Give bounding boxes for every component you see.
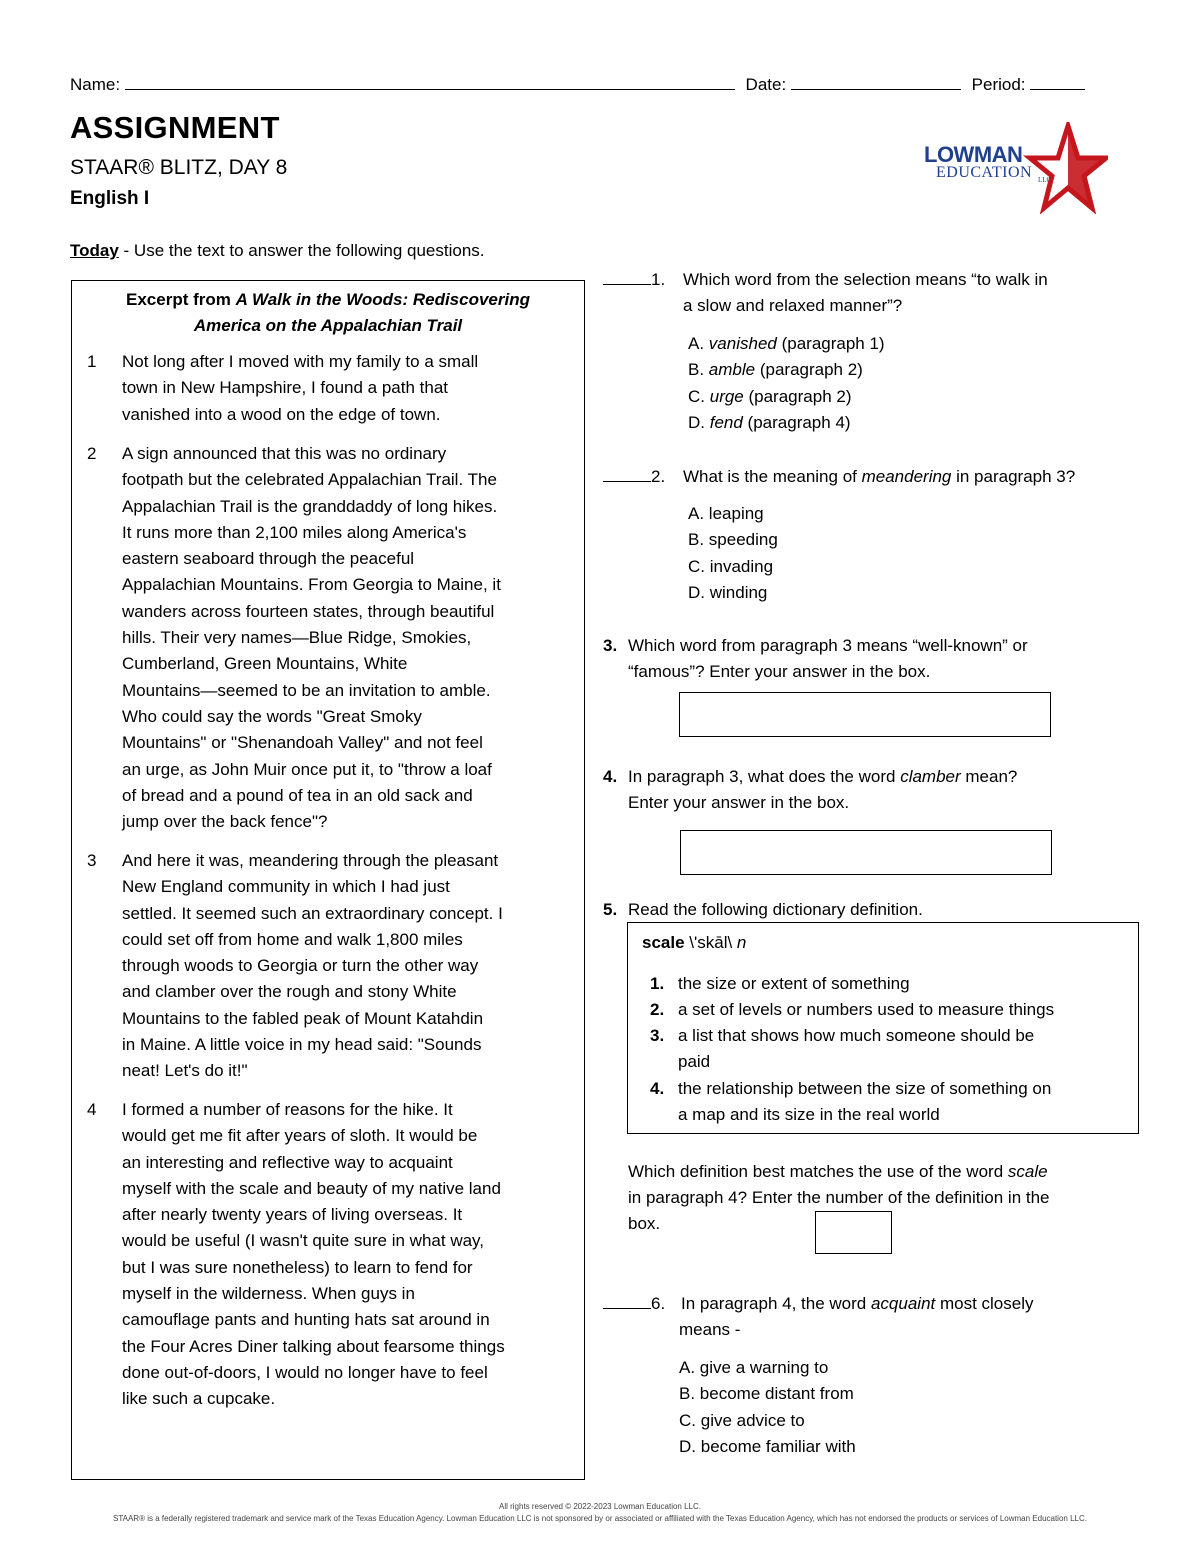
option-text: winding <box>709 582 768 602</box>
option-letter: C. <box>688 556 705 576</box>
passage-line: but I was sure nonetheless) to learn to fend for <box>122 1257 473 1277</box>
logo-text-llc: LLC <box>1038 176 1052 184</box>
question-3-answer-box[interactable] <box>679 692 1051 737</box>
passage-line: Mountains" or "Shenandoah Valley" and not feel <box>122 733 483 753</box>
question-text-post: most closely <box>935 1294 1034 1313</box>
answer-blank[interactable] <box>603 465 651 482</box>
today-label: Today <box>70 241 119 260</box>
option-b[interactable] <box>679 1381 856 1407</box>
question-6 <box>603 1291 1143 1339</box>
definition-text: the size or extent of something <box>678 974 910 993</box>
passage-line: vanished into a wood on the edge of town. <box>122 404 441 424</box>
definition-text: paid <box>678 1052 711 1072</box>
passage-line: wanders across fourteen states, through beautiful <box>122 601 495 621</box>
option-a[interactable] <box>679 1355 856 1381</box>
passage-line: Appalachian Trail is the granddaddy of long hikes. <box>122 496 498 516</box>
question-text: box. <box>628 1214 661 1233</box>
question-text <box>628 1159 1148 1185</box>
dictionary-entry <box>627 922 1139 1134</box>
option-letter: A. <box>688 334 705 353</box>
question-text: Which word from the selection means “to walk in <box>683 270 1048 289</box>
passage-line: Cumberland, Green Mountains, White <box>122 654 408 674</box>
date-label: Date: <box>745 75 787 94</box>
definition-text: a map and its size in the real world <box>678 1105 940 1125</box>
passage-title <box>92 287 564 339</box>
option-text: give a warning to <box>699 1358 829 1377</box>
question-text <box>628 764 1017 790</box>
passage-title-italic-1: A Walk in the Woods: Rediscovering <box>235 290 530 309</box>
definition-text: the relationship between the size of something on <box>678 1079 1052 1098</box>
definition-number: 1. <box>650 974 665 993</box>
question-4 <box>603 764 1143 812</box>
passage-line: town in New Hampshire, I found a path that <box>122 378 449 398</box>
option-d[interactable] <box>688 410 885 436</box>
passage-line: New England community in which I had just <box>122 877 450 897</box>
question-number: 6. <box>651 1294 666 1313</box>
question-text: means - <box>679 1320 741 1339</box>
question-text-italic: meandering <box>861 467 952 486</box>
logo-text-education: EDUCATION <box>936 164 1033 181</box>
passage-line: Who could say the words "Great Smoky <box>122 706 422 726</box>
option-letter: C. <box>688 386 705 406</box>
question-number: 1. <box>651 270 666 289</box>
passage-title-italic-2: America on the Appalachian Trail <box>193 316 463 335</box>
option-text: speeding <box>708 530 778 550</box>
passage-line: after nearly twenty years of living overseas. It <box>122 1205 463 1225</box>
instructions <box>70 241 485 261</box>
option-text: give advice to <box>700 1410 805 1430</box>
passage-line: would be useful (I wasn't quite sure in what way, <box>122 1231 485 1251</box>
question-number: 3. <box>603 636 618 655</box>
question-1 <box>603 267 1143 315</box>
definition-text: a set of levels or numbers used to measure things <box>678 1000 1055 1019</box>
question-number: 5. <box>603 900 618 919</box>
option-word: fend <box>709 412 743 432</box>
answer-blank[interactable] <box>603 268 651 285</box>
passage-line: like such a cupcake. <box>122 1389 276 1409</box>
passage-line: done out-of-doors, I would no longer have to feel <box>122 1362 488 1382</box>
trademark-notice: STAAR® is a federally registered trademark and service mark of the Texas Education Agency. Lowman Education LLC is not sponsored by or associated or affiliated with the Texas Education Agency, which has not endorsed the products or services of Lowman Education LLC. <box>113 1514 1087 1523</box>
paragraph-number: 2 <box>87 444 97 463</box>
question-text-post: mean? <box>960 767 1018 786</box>
option-text: leaping <box>708 504 764 523</box>
date-field[interactable] <box>791 75 961 90</box>
option-text: invading <box>709 556 774 576</box>
passage-line: of bread and a pound of tea in an old sack and <box>122 785 473 805</box>
passage-line: camouflage pants and hunting hats sat around in <box>122 1310 490 1330</box>
passage-line: hills. Their very names—Blue Ridge, Smokies, <box>122 628 472 648</box>
question-3 <box>603 633 1143 681</box>
passage-line: neat! Let's do it!" <box>122 1061 248 1081</box>
name-label: Name: <box>70 75 121 94</box>
passage-line: Mountains—seemed to be an invitation to amble. <box>122 680 491 700</box>
dictionary-headword <box>642 933 746 953</box>
question-text-pre: In paragraph 3, what does the word <box>628 767 901 786</box>
option-d[interactable] <box>679 1434 856 1460</box>
question-6-options <box>679 1355 856 1460</box>
option-text: become distant from <box>699 1384 854 1404</box>
option-letter: D. <box>688 412 705 432</box>
page-title: ASSIGNMENT <box>70 110 280 145</box>
question-4-answer-box[interactable] <box>680 830 1052 875</box>
option-word: amble <box>708 360 756 380</box>
paragraph-number: 3 <box>87 851 97 870</box>
question-text-post: in paragraph 3? <box>951 467 1076 486</box>
question-text: a slow and relaxed manner”? <box>683 296 903 315</box>
dictionary-pronunciation: \'skāl\ <box>684 933 737 952</box>
question-text: in paragraph 4? Enter the number of the definition in the <box>628 1188 1050 1207</box>
question-text-italic: clamber <box>900 767 961 786</box>
option-c[interactable] <box>688 554 778 580</box>
option-text: become familiar with <box>700 1436 856 1456</box>
lowman-education-logo <box>918 122 1108 214</box>
option-letter: A. <box>688 504 705 523</box>
passage-line: Appalachian Mountains. From Georgia to Maine, it <box>122 575 501 595</box>
option-letter: B. <box>679 1384 696 1404</box>
answer-blank[interactable] <box>603 1292 651 1309</box>
passage-line: the Four Acres Diner talking about fearsome things <box>122 1336 505 1356</box>
option-b[interactable] <box>688 527 778 553</box>
today-text: - Use the text to answer the following questions. <box>118 241 485 260</box>
option-rest: (paragraph 2) <box>743 386 852 406</box>
option-letter: B. <box>688 360 705 380</box>
question-text-italic: scale <box>1007 1162 1048 1181</box>
question-text <box>681 1291 1034 1317</box>
passage-line: an interesting and reflective way to acquaint <box>122 1152 453 1172</box>
passage-line: eastern seaboard through the peaceful <box>122 549 415 569</box>
passage-line: And here it was, meandering through the pleasant <box>122 851 499 870</box>
passage-line: settled. It seemed such an extraordinary concept. I <box>122 903 503 923</box>
option-letter: B. <box>688 530 705 550</box>
question-text-pre: In paragraph 4, the word <box>681 1294 871 1313</box>
option-b[interactable] <box>688 357 885 383</box>
question-text <box>683 464 1075 490</box>
definition-number: 2. <box>650 1000 665 1019</box>
page-subtitle: STAAR® BLITZ, DAY 8 <box>70 156 288 179</box>
definition-number: 4. <box>650 1079 665 1098</box>
question-5-answer-box[interactable] <box>815 1211 892 1254</box>
passage-line: could set off from home and walk 1,800 miles <box>122 929 463 949</box>
paragraph-number: 1 <box>87 352 97 371</box>
passage-line: myself in the wilderness. When guys in <box>122 1284 415 1304</box>
option-a[interactable] <box>688 501 778 527</box>
question-1-options <box>688 331 885 436</box>
question-text: Which word from paragraph 3 means “well-known” or <box>628 636 1028 655</box>
passage-line: jump over the back fence"? <box>122 812 328 832</box>
passage-line: Not long after I moved with my family to a small <box>122 352 479 371</box>
question-number: 2. <box>651 467 666 486</box>
passage-line: myself with the scale and beauty of my native land <box>122 1178 501 1198</box>
option-c[interactable] <box>688 384 885 410</box>
question-text: Enter your answer in the box. <box>628 793 850 812</box>
passage-line: would get me fit after years of sloth. It would be <box>122 1126 478 1146</box>
option-rest: (paragraph 2) <box>755 360 863 380</box>
name-field[interactable] <box>125 75 735 90</box>
copyright-notice: All rights reserved © 2022-2023 Lowman Education LLC. <box>498 1502 701 1511</box>
option-rest: (paragraph 1) <box>776 334 885 353</box>
question-text-italic: acquaint <box>870 1294 936 1313</box>
passage-line: A sign announced that this was no ordinary <box>122 444 447 463</box>
dictionary-part-of-speech: n <box>736 933 747 952</box>
passage-line: I formed a number of reasons for the hike. It <box>122 1100 453 1119</box>
question-5 <box>603 897 1143 923</box>
passage-box <box>71 280 585 1480</box>
question-text-pre: Which definition best matches the use of the word <box>628 1162 1008 1181</box>
passage-line: through woods to Georgia or turn the other way <box>122 956 479 976</box>
paragraph-number: 4 <box>87 1100 97 1119</box>
passage-line: It runs more than 2,100 miles along America's <box>122 522 467 542</box>
option-d[interactable] <box>688 580 778 606</box>
option-letter: D. <box>688 582 705 602</box>
option-a[interactable] <box>688 331 885 357</box>
question-2-options <box>688 501 778 606</box>
option-letter: A. <box>679 1358 696 1377</box>
passage-line: in Maine. A little voice in my head said: "Sounds <box>122 1035 482 1055</box>
dictionary-word: scale <box>642 933 685 952</box>
question-text: Read the following dictionary definition. <box>628 900 923 919</box>
logo-text-lowman: LOWMAN <box>924 142 1023 167</box>
option-letter: C. <box>679 1410 696 1430</box>
definition-number: 3. <box>650 1026 665 1045</box>
passage-line: an urge, as John Muir once put it, to "throw a loaf <box>122 759 492 779</box>
question-2 <box>603 464 1163 490</box>
option-c[interactable] <box>679 1408 856 1434</box>
option-word: vanished <box>708 334 777 353</box>
option-word: urge <box>709 386 744 406</box>
student-info-line <box>70 74 1102 96</box>
period-label: Period: <box>971 75 1026 94</box>
period-field[interactable] <box>1030 75 1085 90</box>
option-letter: D. <box>679 1436 696 1456</box>
definition-text: a list that shows how much someone should be <box>678 1026 1035 1045</box>
passage-line: Mountains to the fabled peak of Mount Katahdin <box>122 1008 484 1028</box>
passage-title-prefix: Excerpt from <box>126 290 236 309</box>
option-rest: (paragraph 4) <box>742 412 851 432</box>
question-number: 4. <box>603 767 618 786</box>
question-text: “famous”? Enter your answer in the box. <box>628 662 931 681</box>
course-name: English I <box>70 188 150 209</box>
passage-line: and clamber over the rough and stony White <box>122 982 457 1002</box>
passage-line: footpath but the celebrated Appalachian Trail. The <box>122 470 497 490</box>
question-text-pre: What is the meaning of <box>683 467 862 486</box>
